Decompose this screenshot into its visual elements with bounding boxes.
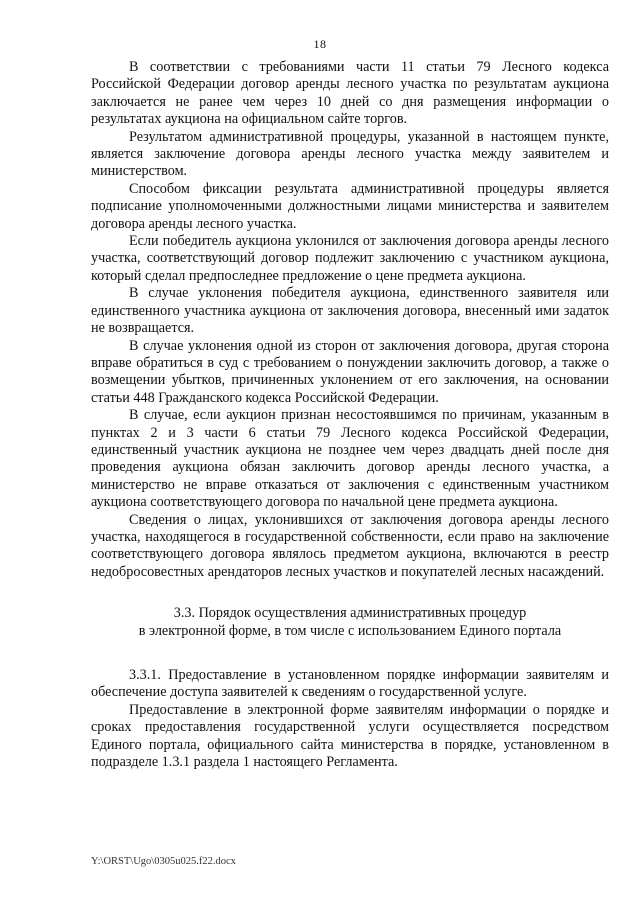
section-heading-line: в электронной форме, в том числе с использованием Единого портала: [138, 622, 562, 639]
paragraph: В случае, если аукцион признан несостоявшимся по причинам, указанным в пунктах 2 и 3 части 6 статьи 79 Лесного кодекса Российской Федерации, единственный участник аукциона не позднее чем через двадцать дней после дня проведения аукциона обязан заключить договор аренды лесного участка, а министерство не вправе отказаться от заключения с единственным участником аукциона соответствующего договора по начальной цене предмета аукциона.: [91, 407, 609, 511]
document-body: [91, 59, 609, 771]
paragraph: 3.3.1. Предоставление в установленном порядке информации заявителям и обеспечение доступа заявителей к сведениям о государственной услуге.: [91, 667, 609, 701]
footer-file-path: Y:\ORST\Ugo\0305u025.f22.docx: [91, 856, 236, 867]
paragraph: Результатом административной процедуры, указанной в настоящем пункте, является заключение договора аренды лесного участка между заявителем и министерством.: [91, 128, 609, 180]
paragraph: В случае уклонения одной из сторон от заключения договора, другая сторона вправе обратиться в суд с требованием о понуждении заключить договор, а также о возмещении убытков, причиненных уклонением от его заключения, на основании статьи 448 Гражданского кодекса Российской Федерации.: [91, 337, 609, 406]
paragraph: Способом фиксации результата административной процедуры является подписание уполномоченными должностными лицами министерства и заявителем договора аренды лесного участка.: [91, 180, 609, 232]
paragraph: В случае уклонения победителя аукциона, единственного заявителя или единственного участника аукциона от заключения договора, внесенный ими задаток не возвращается.: [91, 285, 609, 337]
paragraph: Сведения о лицах, уклонившихся от заключения договора аренды лесного участка, находящегося в государственной собственности, если право на заключение соответствующего договора являлось предметом аукциона, включаются в реестр недобросовестных арендаторов лесных участков и покупателей лесных насаждений.: [91, 511, 609, 580]
paragraph: Предоставление в электронной форме заявителям информации о порядке и сроках предоставления государственной услуги осуществляется посредством Единого портала, официального сайта министерства в порядке, установленном в подразделе 1.3.1 раздела 1 настоящего Регламента.: [91, 701, 609, 771]
section-heading: [91, 605, 609, 640]
section-heading-line: 3.3. Порядок осуществления административных процедур: [173, 605, 527, 622]
page-number: 18: [313, 37, 327, 51]
paragraph: Если победитель аукциона уклонился от заключения договора аренды лесного участка, соответствующий договор подлежит заключению с участником аукциона, который сделал предпоследнее предложение о цене предмета аукциона.: [91, 233, 609, 284]
paragraph: В соответствии с требованиями части 11 статьи 79 Лесного кодекса Российской Федерации договор аренды лесного участка по результатам аукциона заключается не ранее чем через 10 дней со дня размещения информации о результатах аукциона на официальном сайте торгов.: [91, 59, 609, 128]
